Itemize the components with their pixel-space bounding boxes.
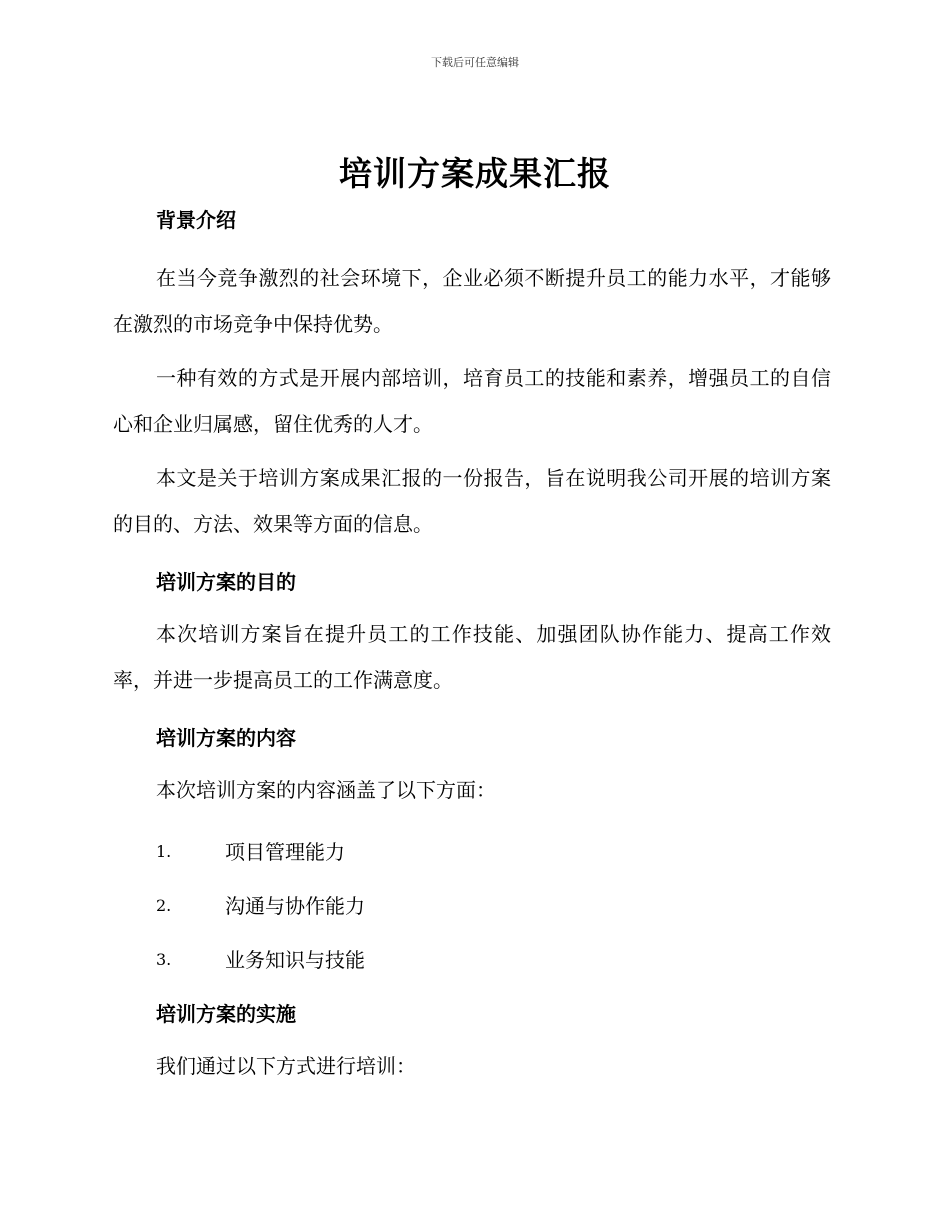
section-heading-purpose: 培训方案的目的 xyxy=(156,570,296,594)
list-number: 3. xyxy=(156,950,172,969)
paragraph: 本次培训方案的内容涵盖了以下方面： xyxy=(156,778,496,802)
section-heading-implementation: 培训方案的实施 xyxy=(156,1002,296,1026)
list-number: 2. xyxy=(156,896,172,915)
list-number: 1. xyxy=(156,842,172,861)
paragraph: 一种有效的方式是开展内部培训，培育员工的技能和素养，增强员工的自信心和企业归属感，留住优秀的人才。 xyxy=(113,366,831,436)
paragraph: 本文是关于培训方案成果汇报的一份报告，旨在说明我公司开展的培训方案的目的、方法、效果等方面的信息。 xyxy=(113,466,831,536)
list-text: 沟通与协作能力 xyxy=(225,894,365,918)
document-body xyxy=(113,205,831,1089)
paragraph: 我们通过以下方式进行培训： xyxy=(156,1054,416,1078)
list-text: 业务知识与技能 xyxy=(225,948,365,972)
list-item xyxy=(113,837,831,867)
document-title: 培训方案成果汇报 xyxy=(339,154,611,193)
paragraph: 在当今竞争激烈的社会环境下，企业必须不断提升员工的能力水平，才能够在激烈的市场竞争中保持优势。 xyxy=(113,266,831,336)
section-heading-content: 培训方案的内容 xyxy=(156,726,296,750)
header-note: 下载后可任意编辑 xyxy=(431,56,519,69)
section-heading-background: 背景介绍 xyxy=(156,208,236,232)
paragraph: 本次培训方案旨在提升员工的工作技能、加强团队协作能力、提高工作效率，并进一步提高员工的工作满意度。 xyxy=(113,622,831,692)
list-text: 项目管理能力 xyxy=(225,840,345,864)
list-item xyxy=(113,891,831,921)
list-item xyxy=(113,945,831,975)
